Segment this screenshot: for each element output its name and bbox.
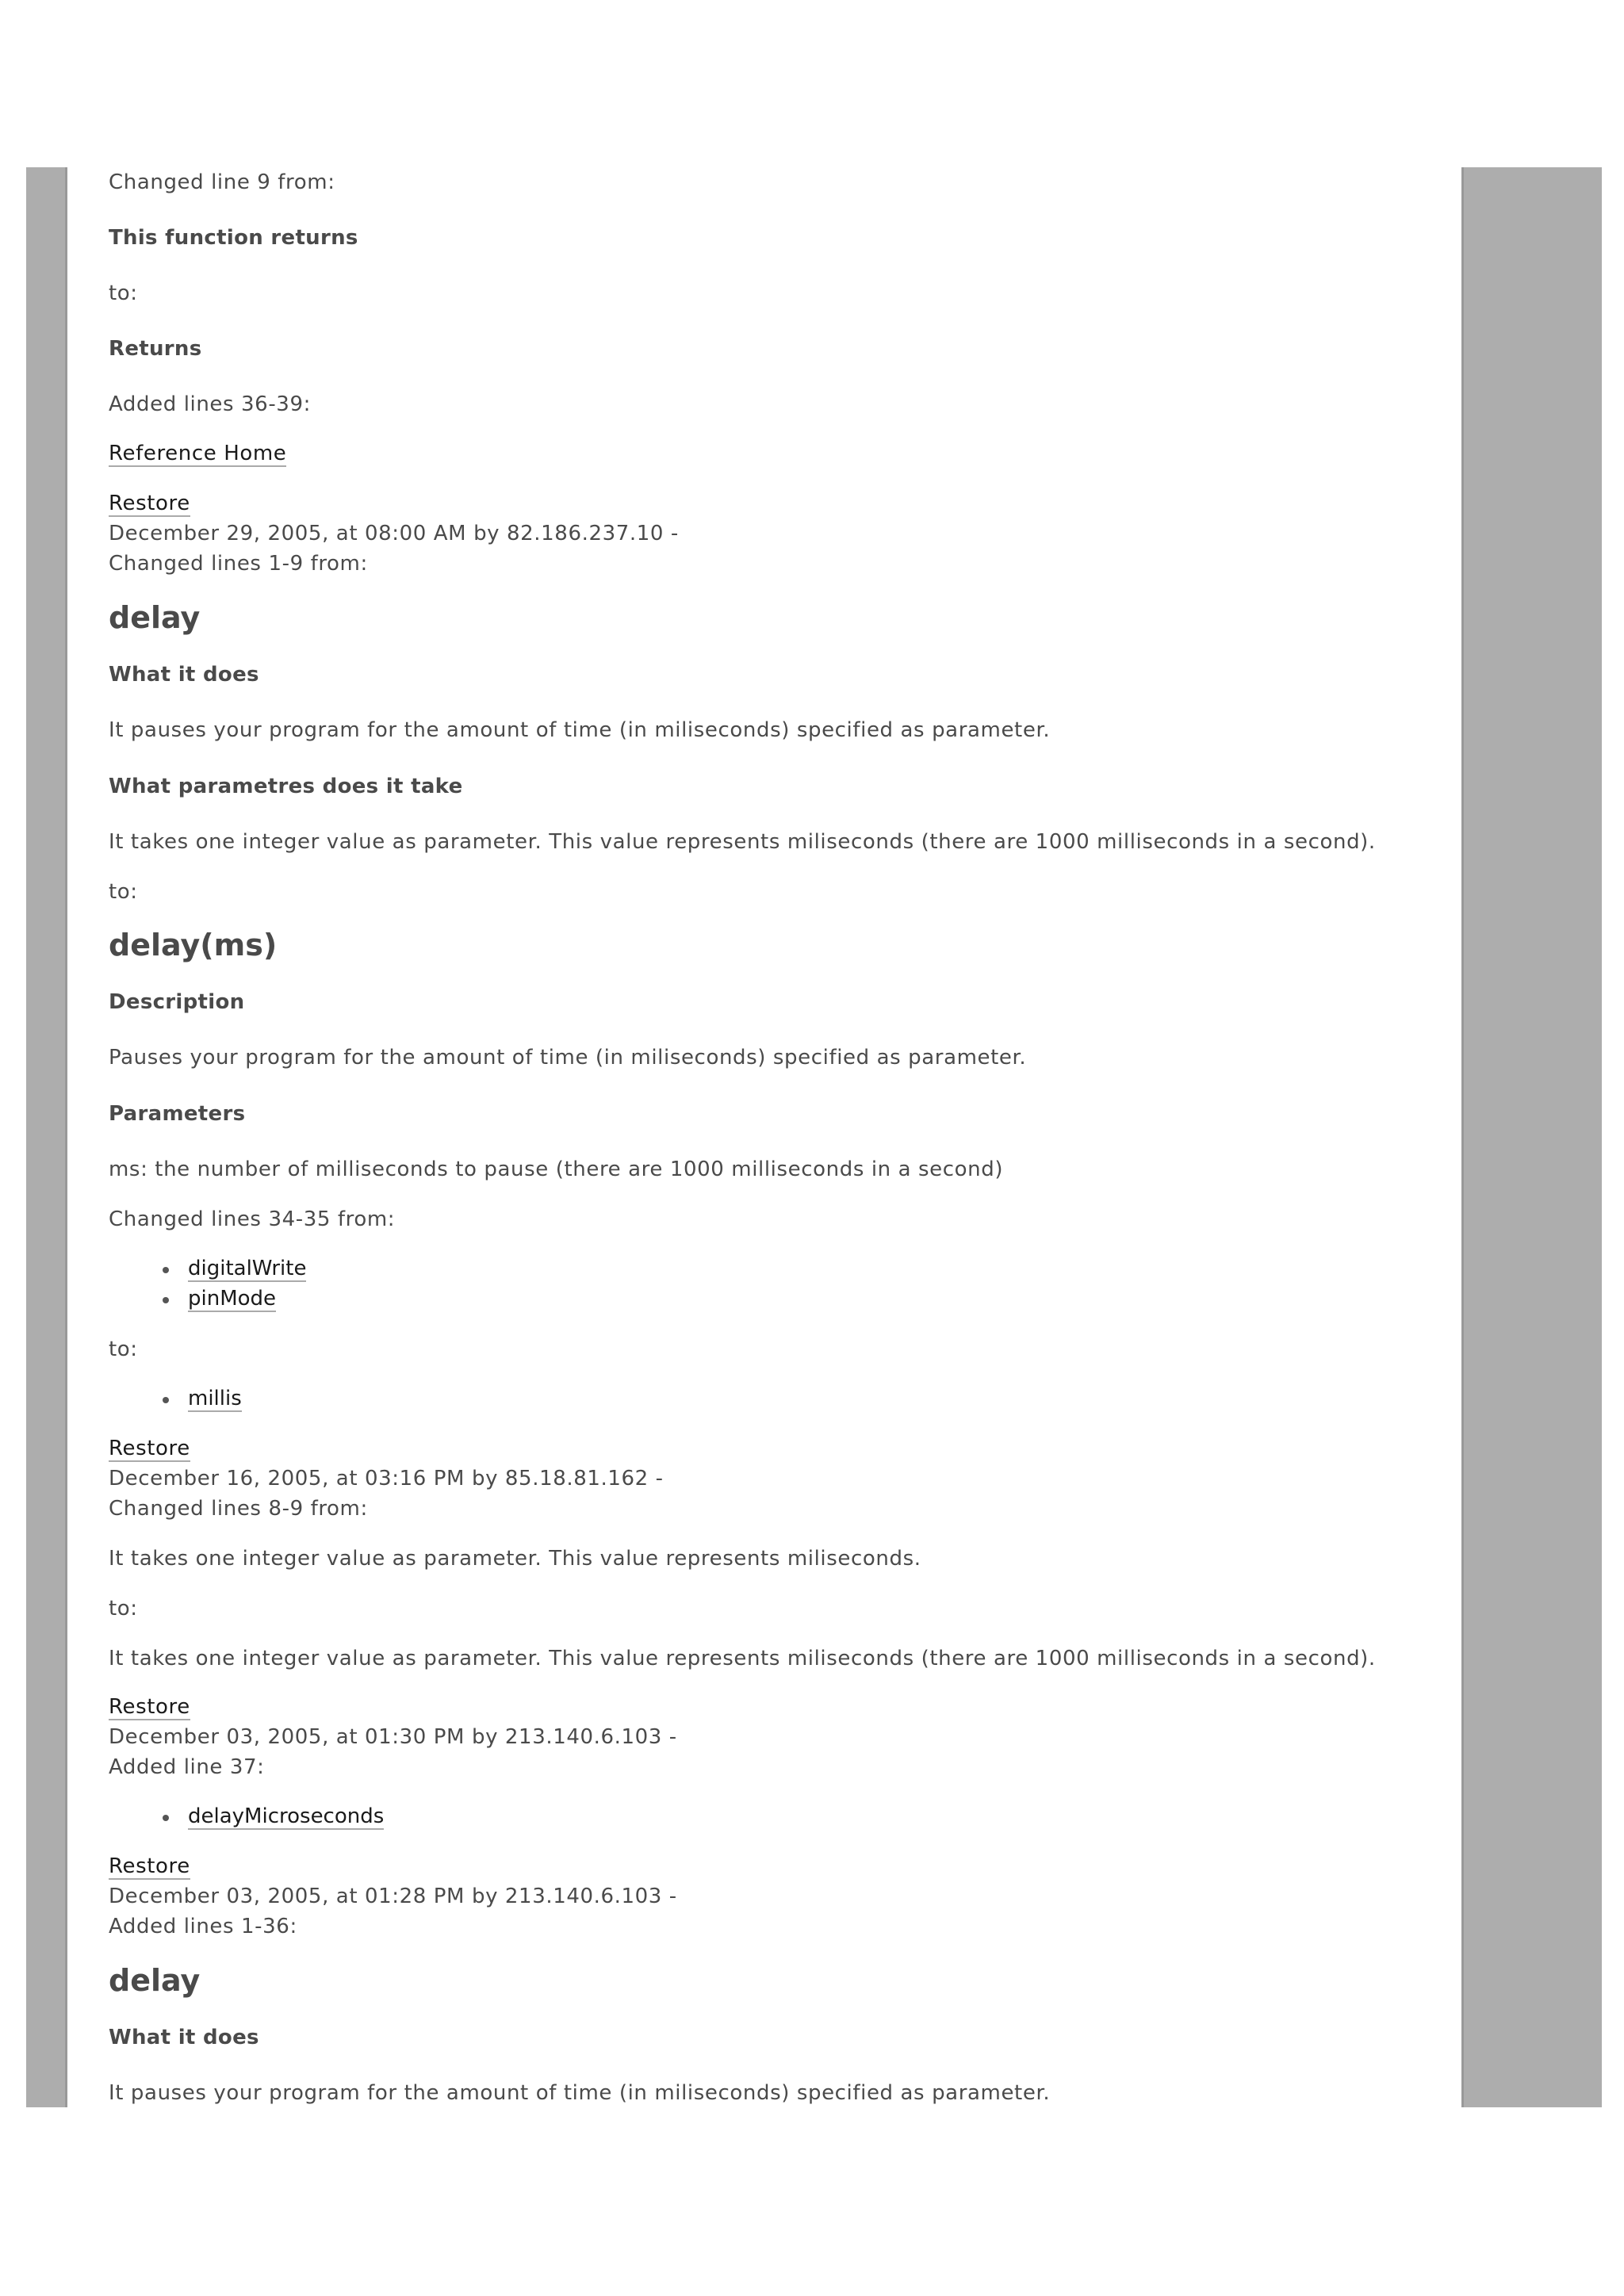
revision-info: December 29, 2005, at 08:00 AM by 82.186.237.10 -: [109, 522, 679, 545]
pinmode-link[interactable]: pinMode: [188, 1287, 277, 1311]
right-sidebar-bar: [1461, 167, 1602, 2107]
restore-link[interactable]: Restore: [109, 1437, 190, 1460]
diff-subheading: Parameters: [109, 1102, 246, 1126]
diff-paragraph: It takes one integer value as parameter. This value represents miliseconds (there are 1000 milliseconds in a second).: [109, 1647, 1376, 1670]
diff-to-label: to:: [109, 281, 138, 305]
digitalwrite-link[interactable]: digitalWrite: [188, 1257, 307, 1280]
restore-link[interactable]: Restore: [109, 1854, 190, 1878]
delaymicroseconds-link[interactable]: delayMicroseconds: [188, 1804, 385, 1828]
left-sidebar-bar: [26, 167, 67, 2107]
diff-new-text: Returns: [109, 337, 202, 361]
diff-paragraph: Pauses your program for the amount of time (in miliseconds) specified as parameter.: [109, 1046, 1027, 1070]
list-bullet: [163, 1297, 169, 1303]
restore-link[interactable]: Restore: [109, 1695, 190, 1719]
diff-summary: Changed lines 1-9 from:: [109, 552, 368, 576]
diff-subheading: What it does: [109, 2026, 259, 2049]
diff-summary: Changed line 9 from:: [109, 170, 335, 194]
diff-summary: Changed lines 34-35 from:: [109, 1207, 396, 1231]
diff-heading: delay: [109, 600, 201, 635]
diff-paragraph: It pauses your program for the amount of time (in miliseconds) specified as parameter.: [109, 2081, 1051, 2105]
restore-link[interactable]: Restore: [109, 492, 190, 515]
list-bullet: [163, 1397, 169, 1403]
diff-heading: delay: [109, 1963, 201, 1998]
diff-paragraph: It pauses your program for the amount of time (in miliseconds) specified as parameter.: [109, 718, 1051, 742]
diff-paragraph: ms: the number of milliseconds to pause (there are 1000 milliseconds in a second): [109, 1158, 1004, 1181]
diff-paragraph: It takes one integer value as parameter. This value represents miliseconds.: [109, 1547, 921, 1571]
revision-info: December 16, 2005, at 03:16 PM by 85.18.81.162 -: [109, 1467, 664, 1490]
diff-summary: Added line 37:: [109, 1755, 265, 1779]
diff-paragraph: It takes one integer value as parameter. This value represents miliseconds (there are 1000 milliseconds in a second).: [109, 830, 1376, 854]
revision-info: December 03, 2005, at 01:28 PM by 213.140.6.103 -: [109, 1885, 677, 1908]
diff-summary: Added lines 1-36:: [109, 1915, 297, 1938]
diff-subheading: What it does: [109, 663, 259, 687]
diff-old-text: This function returns: [109, 226, 358, 250]
diff-summary: Changed lines 8-9 from:: [109, 1497, 368, 1521]
diff-summary: Added lines 36-39:: [109, 392, 311, 416]
millis-link[interactable]: millis: [188, 1387, 242, 1410]
revision-info: December 03, 2005, at 01:30 PM by 213.140.6.103 -: [109, 1725, 677, 1749]
diff-to-label: to:: [109, 1337, 138, 1361]
diff-subheading: What parametres does it take: [109, 775, 463, 798]
reference-home-link[interactable]: Reference Home: [109, 442, 287, 465]
diff-subheading: Description: [109, 990, 245, 1014]
list-bullet: [163, 1815, 169, 1821]
diff-to-label: to:: [109, 880, 138, 904]
list-bullet: [163, 1267, 169, 1273]
diff-heading: delay(ms): [109, 928, 278, 962]
diff-to-label: to:: [109, 1597, 138, 1621]
